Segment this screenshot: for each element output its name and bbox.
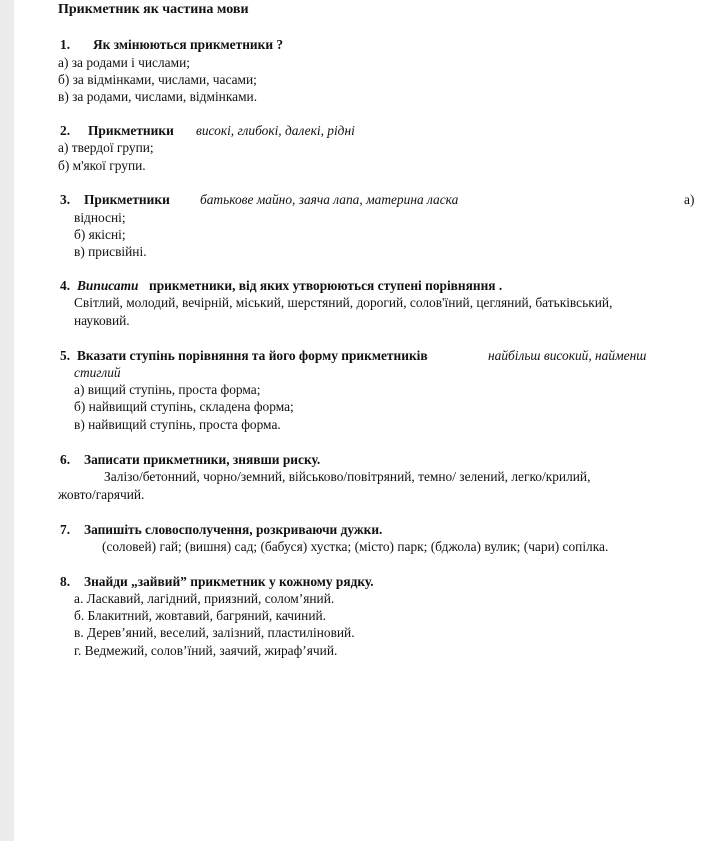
q3-option-c: в) присвійні. [74,244,147,259]
q1-number: 1. [60,37,71,52]
q8-row-d: г. Ведмежий, солов’їний, заячий, жираф’ячий. [74,643,338,658]
q5-option-a: а) вищий ступінь, проста форма; [74,382,261,397]
q2-text: Прикметники [88,123,174,138]
q6-line2: жовто/гарячий. [58,487,145,502]
q3-text: Прикметники [84,192,170,207]
q8-text: Знайди „зайвий” прикметник у кожному рядку. [84,574,374,589]
q8-number: 8. [60,574,71,589]
q2-option-b: б) м'якої групи. [58,158,146,173]
q6-line1: Залізо/бетонний, чорно/земний, військово/повітряний, темно/ зелений, легко/крилий, [104,469,591,484]
q1-option-b: б) за відмінками, числами, часами; [58,72,257,87]
q5-words-1: найбільш високий, найменш [488,348,647,363]
q7-text: Запишіть словосполучення, розкриваючи дужки. [84,522,383,537]
q4-line2: науковий. [74,313,130,328]
page-left-margin [0,0,14,841]
q8-row-a: а. Ласкавий, лагідний, приязний, солом’яний. [74,591,335,606]
q4-lead: Виписати [77,278,139,293]
q1-option-c: в) за родами, числами, відмінками. [58,89,258,104]
q5-option-b: б) найвищий ступінь, складена форма; [74,399,294,414]
q6-number: 6. [60,452,71,467]
q1-option-a: а) за родами і числами; [58,55,190,70]
q3-option-a: відносні; [74,210,126,225]
q2-option-a: а) твердої групи; [58,140,154,155]
q4-number: 4. [60,278,71,293]
q4-line1: Світлий, молодий, вечірній, міський, шерстяний, дорогий, солов'їний, цегляний, батьківський, [74,295,613,310]
q6-text: Записати прикметники, знявши риску. [84,452,321,467]
q3-words: батькове майно, заяча лапа, материна ласка [200,192,459,207]
q3-option-a-marker: а) [684,192,695,207]
q2-number: 2. [60,123,71,138]
q5-number: 5. [60,348,71,363]
q5-text: Вказати ступінь порівняння та його форму прикметників [77,348,428,363]
q3-number: 3. [60,192,71,207]
page-title: Прикметник як частина мови [58,2,249,17]
q8-row-b: б. Блакитний, жовтавий, багряний, качиний. [74,608,327,623]
q7-number: 7. [60,522,71,537]
q7-line1: (соловей) гай; (вишня) сад; (бабуся) хустка; (місто) парк; (бджола) вулик; (чари) сопілка. [102,539,609,554]
q3-option-b: б) якісні; [74,227,126,242]
q1-text: Як змінюються прикметники ? [93,37,284,52]
q4-text: прикметники, від яких утворюються ступені порівняння . [149,278,503,293]
q2-words: високі, глибокі, далекі, рідні [196,123,355,138]
q5-option-c: в) найвищий ступінь, проста форма. [74,417,281,432]
q8-row-c: в. Дерев’яний, веселий, залізний, пластиліновий. [74,625,355,640]
q5-words-2: стиглий [74,365,121,380]
